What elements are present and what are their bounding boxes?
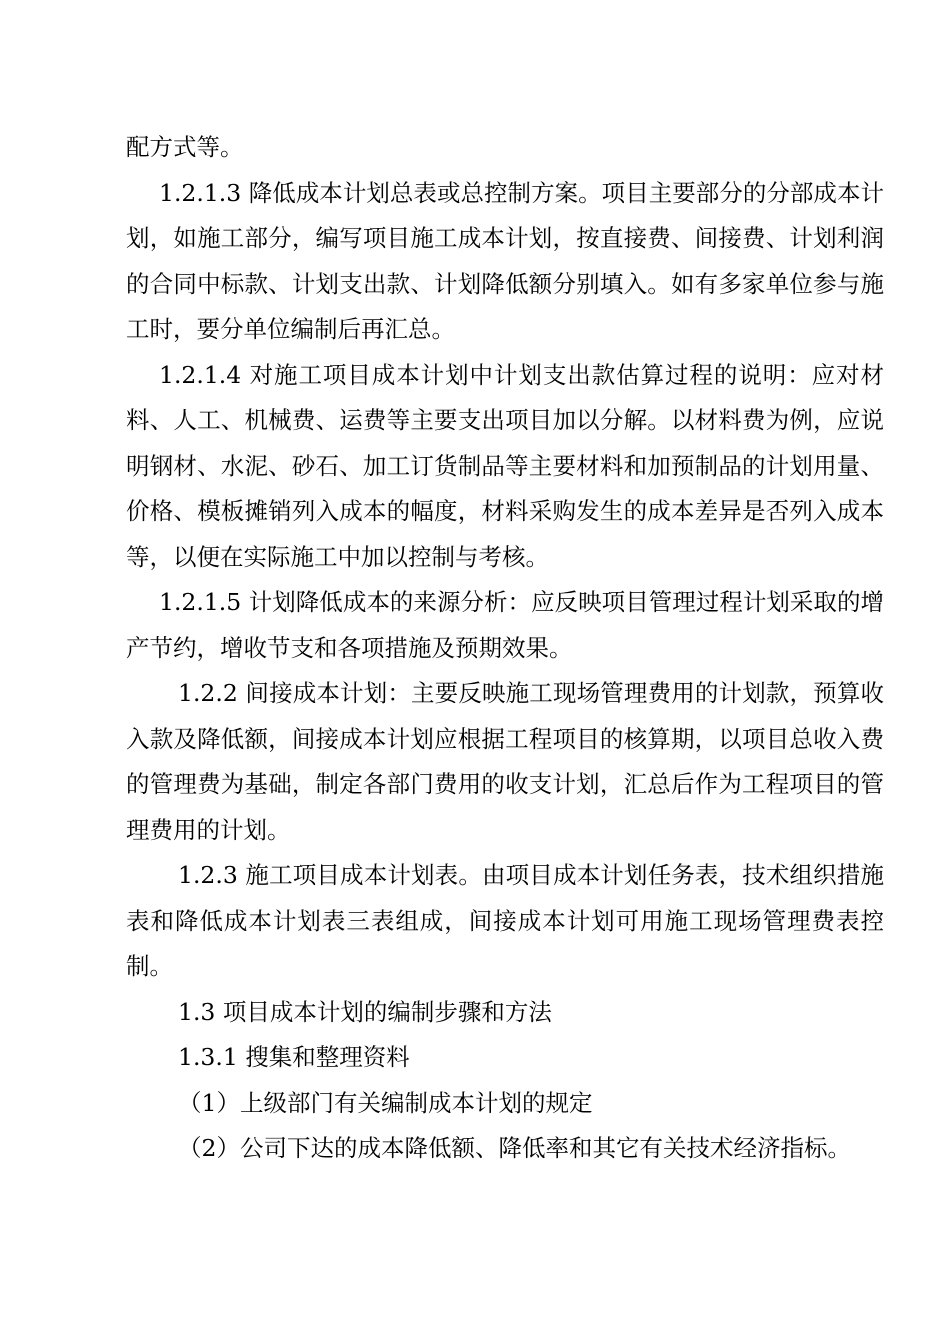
document-body [126,125,884,1172]
paragraph-1-2-2: 1.2.2 间接成本计划：主要反映施工现场管理费用的计划款，预算收入款及降低额，间接成本计划应根据工程项目的核算期，以项目总收入费的管理费为基础，制定各部门费用的收支计划，汇总后作为工程项目的管理费用的计划。 [126,679,884,844]
paragraph-1-2-1-4: 1.2.1.4 对施工项目成本计划中计划支出款估算过程的说明：应对材料、人工、机械费、运费等主要支出项目加以分解。以材料费为例，应说明钢材、水泥、砂石、加工订货制品等主要材料和加预制品的计划用量、价格、模板摊销列入成本的幅度，材料采购发生的成本差异是否列入成本等，以便在实际施工中加以控制与考核。 [126,360,884,571]
paragraph-1-2-1-3: 1.2.1.3 降低成本计划总表或总控制方案。项目主要部分的分部成本计划，如施工部分，编写项目施工成本计划，按直接费、间接费、计划利润的合同中标款、计划支出款、计划降低额分别填入。如有多家单位参与施工时，要分单位编制后再汇总。 [126,178,884,343]
list-item-1: （1）上级部门有关编制成本计划的规定 [178,1088,593,1117]
list-item-2: （2）公司下达的成本降低额、降低率和其它有关技术经济指标。 [178,1134,851,1162]
paragraph-1-2-3: 1.2.3 施工项目成本计划表。由项目成本计划任务表，技术组织措施表和降低成本计划表三表组成，间接成本计划可用施工现场管理费表控制。 [126,861,884,980]
heading-1-3: 1.3 项目成本计划的编制步骤和方法 [178,997,552,1026]
heading-1-3-1: 1.3.1 搜集和整理资料 [178,1043,410,1071]
paragraph-1-2-1-5: 1.2.1.5 计划降低成本的来源分析：应反映项目管理过程计划采取的增产节约，增收节支和各项措施及预期效果。 [126,588,884,662]
paragraph-continuation: 配方式等。 [126,133,244,161]
